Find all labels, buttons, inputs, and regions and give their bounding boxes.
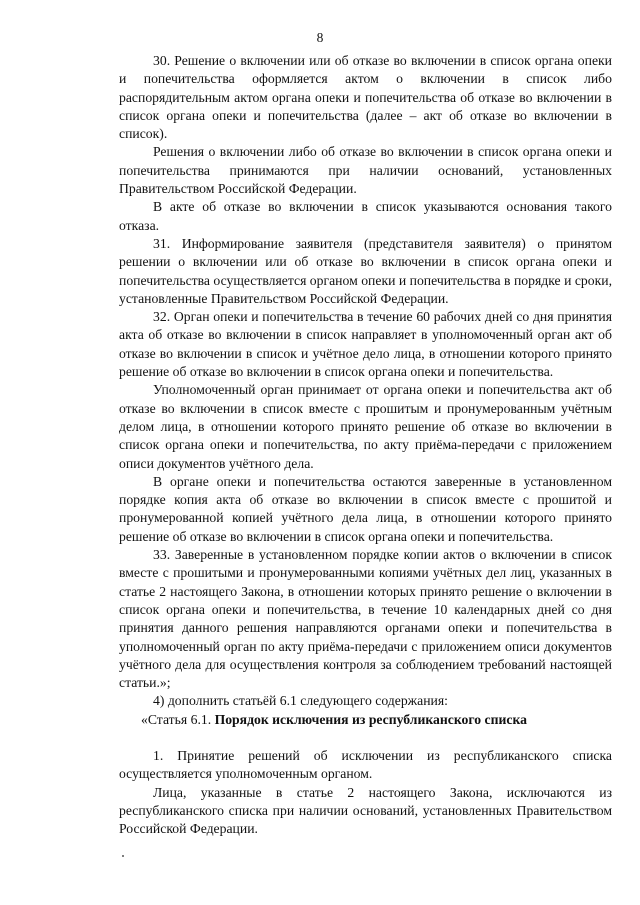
paragraph-33: 33. Заверенные в установленном порядке копии актов о включении в список вместе с прошитыми и пронумерованными копиями учётных дел лиц, указанных в статье 2 настоящего Закона, в отношении которых принято решение о включении в список органа опеки и попечительства, в течение 10 календарных дней со дня принятия данного решения направляются органами опеки и попечительства в уполномоченный орган по акту приёма-передачи с приложением описи документов учётного дела для осуществления контроля за соблюдением требований настоящей статьи.»; xyxy=(119,547,612,691)
page-number: 8 xyxy=(316,30,324,45)
paragraph-refusal-grounds: В акте об отказе во включении в список указываются основания такого отказа. xyxy=(119,199,612,233)
article-heading xyxy=(119,711,612,729)
paragraph-decision-grounds: Решения о включении либо об отказе во включении в список органа опеки и попечительства принимаются при наличии оснований, установленных Правительством Российской Федерации. xyxy=(119,144,612,197)
paragraph-authorized-body: Уполномоченный орган принимает от органа опеки и попечительства акт об отказе во включении в список вместе с прошитым и пронумерованным учётным делом лица, в отношении которого принято решение об отказе во включении в список органа опеки и попечительства, по акту приёма-передачи с приложением описи документов учётного дела. xyxy=(119,382,612,471)
article-paragraph-1: 1. Принятие решений об исключении из республиканского списка осуществляется уполномоченным органом. xyxy=(119,747,612,782)
paragraph-copies-remain: В органе опеки и попечительства остаются заверенные в установленном порядке копия акта об отказе во включении в список вместе с прошитой и пронумерованной копией учётного дела лица, в отношении которого принято решение об отказе во включении в список органа опеки и попечительства. xyxy=(119,473,612,544)
article-paragraph-2: Лица, указанные в статье 2 настоящего Закона, исключаются из республиканского списка при наличии оснований, установленных Правительством Российской Федерации. xyxy=(119,784,612,837)
document-body xyxy=(119,52,612,838)
section-gap xyxy=(119,729,612,747)
paragraph-30: 30. Решение о включении или об отказе во включении в список органа опеки и попечительства оформляется актом о включении в список либо распорядительным актом органа опеки и попечительства об отказе во включении в список органа опеки и попечительства (далее – акт об отказе во включении в список). xyxy=(119,53,612,142)
scan-speck xyxy=(122,855,124,857)
paragraph-31: 31. Информирование заявителя (представителя заявителя) о принятом решении о включении или об отказе во включении в список органа опеки и попечительства осуществляется органом опеки и попечительства в порядке и сроки, установленные Правительством Российской Федерации. xyxy=(119,235,612,306)
article-prefix: «Статья 6.1. xyxy=(141,711,215,727)
paragraph-amendment-4: 4) дополнить статьёй 6.1 следующего содержания: xyxy=(153,693,448,709)
paragraph-32: 32. Орган опеки и попечительства в течение 60 рабочих дней со дня принятия акта об отказе во включении в список направляет в уполномоченный орган акт об отказе во включении в список и учётное дело лица, в отношении которого принято решение об отказе во включении в список органа опеки и попечительства. xyxy=(119,309,612,380)
article-title: Порядок исключения из республиканского списка xyxy=(214,711,527,727)
